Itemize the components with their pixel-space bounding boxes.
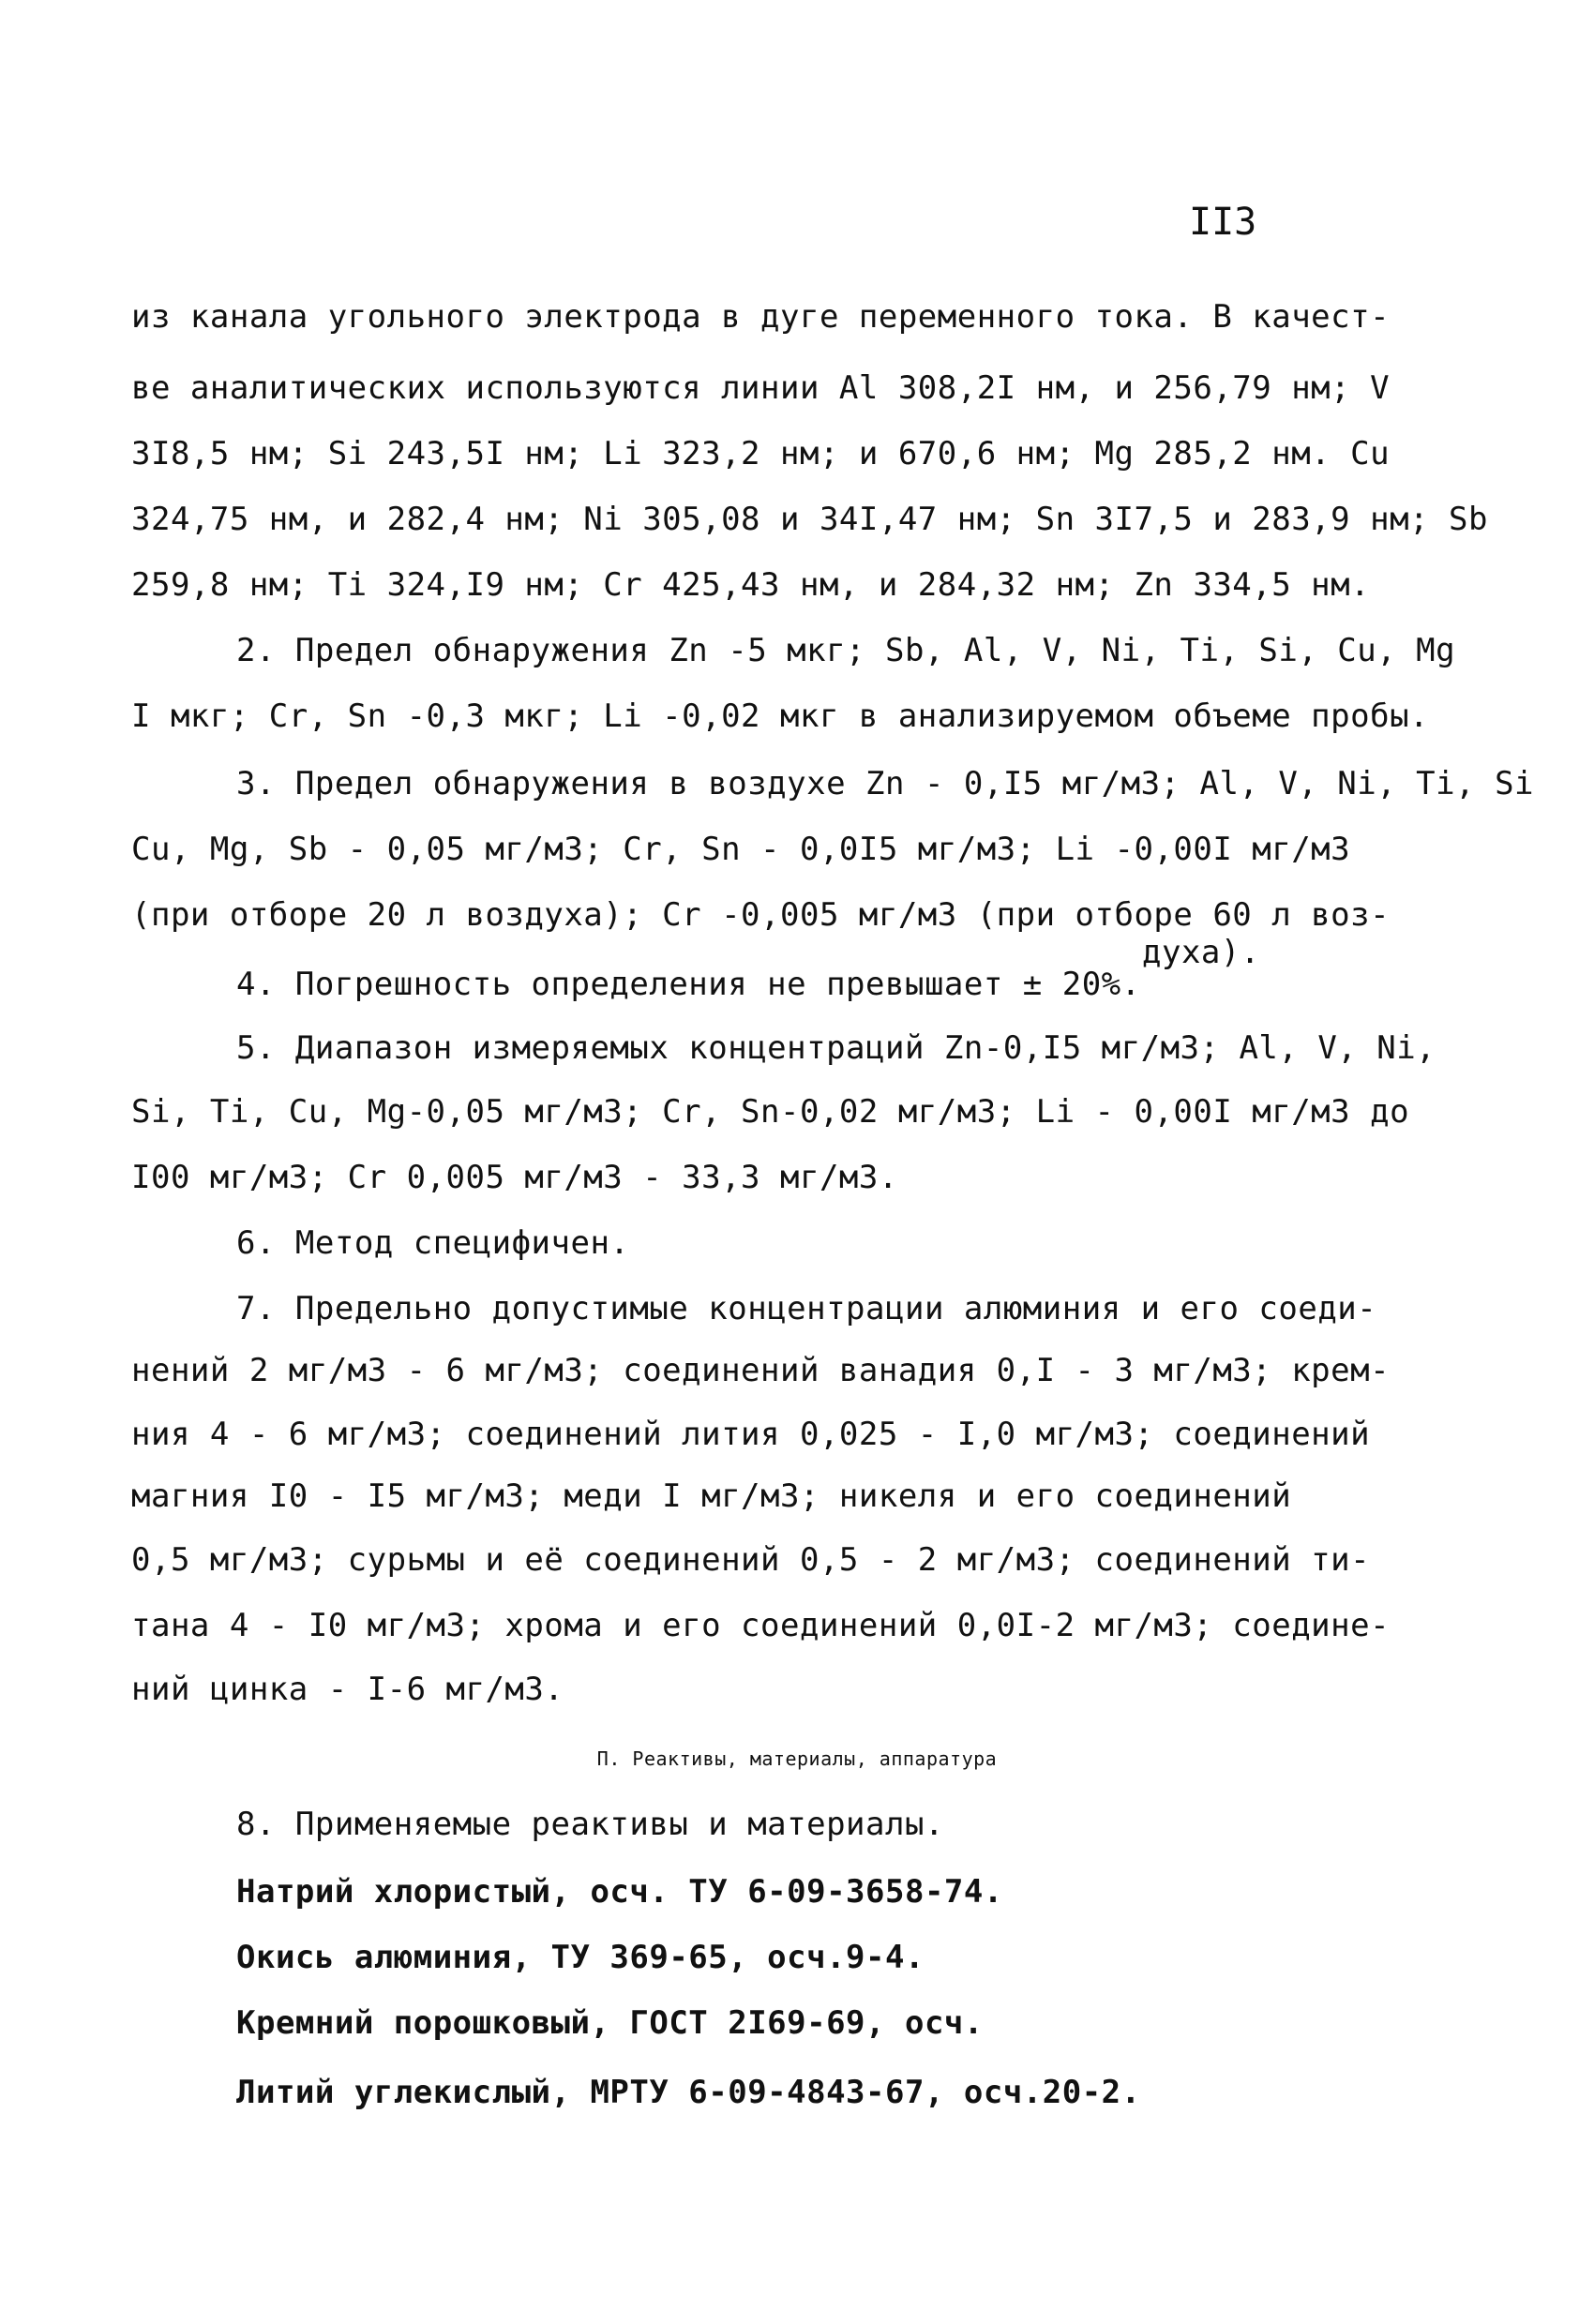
text-line: нений 2 мг/м3 - 6 мг/м3; соединений ванадия 0,I - 3 мг/м3; крем-	[131, 1352, 1391, 1389]
text-line: 2. Предел обнаружения Zn -5 мкг; Sb, Al, V, Ni, Ti, Si, Cu, Mg	[236, 632, 1456, 669]
text-line: 8. Применяемые реактивы и материалы.	[236, 1806, 944, 1843]
text-line: 3I8,5 нм; Si 243,5I нм; Li 323,2 нм; и 670,6 нм; Mg 285,2 нм. Cu	[131, 435, 1391, 472]
text-line: 5. Диапазон измеряемых концентраций Zn-0,I5 мг/м3; Al, V, Ni,	[236, 1029, 1436, 1067]
text-line: Si, Ti, Cu, Mg-0,05 мг/м3; Cr, Sn-0,02 мг/м3; Li - 0,00I мг/м3 до	[131, 1093, 1410, 1131]
section-heading: П. Реактивы, материалы, аппаратура	[596, 1747, 998, 1770]
text-line: I мкг; Cr, Sn -0,3 мкг; Li -0,02 мкг в анализируемом объеме пробы.	[131, 697, 1430, 735]
text-line: из канала угольного электрода в дуге переменного тока. В качест-	[131, 298, 1391, 336]
text-line: 3. Предел обнаружения в воздухе Zn - 0,I5 мг/м3; Al, V, Ni, Ti, Si	[236, 765, 1535, 802]
reagent-item: Окись алюминия, ТУ 369-65, осч.9-4.	[236, 1939, 925, 1976]
text-line: духа).	[1142, 934, 1260, 971]
text-line: ния 4 - 6 мг/м3; соединений лития 0,025 - I,0 мг/м3; соединений	[131, 1416, 1371, 1453]
text-line: 6. Метод специфичен.	[236, 1224, 630, 1262]
text-line: 0,5 мг/м3; сурьмы и её соединений 0,5 - 2 мг/м3; соединений ти-	[131, 1541, 1371, 1579]
reagent-item: Натрий хлористый, осч. ТУ 6-09-3658-74.	[236, 1873, 1003, 1911]
text-line: 324,75 нм, и 282,4 нм; Ni 305,08 и 34I,47 нм; Sn 3I7,5 и 283,9 нм; Sb	[131, 501, 1488, 538]
text-line: I00 мг/м3; Cr 0,005 мг/м3 - 33,3 мг/м3.	[131, 1159, 898, 1196]
text-line: ний цинка - I-6 мг/м3.	[131, 1671, 564, 1708]
text-line: ве аналитических используются линии Al 308,2I нм, и 256,79 нм; V	[131, 369, 1391, 407]
reagent-item: Кремний порошковый, ГОСТ 2I69-69, осч.	[236, 2004, 984, 2042]
page-number: II3	[1189, 201, 1257, 244]
text-line: Cu, Mg, Sb - 0,05 мг/м3; Cr, Sn - 0,0I5 мг/м3; Li -0,00I мг/м3	[131, 831, 1351, 868]
text-line: 4. Погрешность определения не превышает ± 20%.	[236, 966, 1141, 1003]
text-line: (при отборе 20 л воздуха); Cr -0,005 мг/м3 (при отборе 60 л воз-	[131, 896, 1391, 934]
reagent-item: Литий углекислый, МРТУ 6-09-4843-67, осч.20-2.	[236, 2074, 1141, 2111]
text-line: 7. Предельно допустимые концентрации алюминия и его соеди-	[236, 1290, 1377, 1327]
text-line: тана 4 - I0 мг/м3; хрома и его соединений 0,0I-2 мг/м3; соедине-	[131, 1607, 1391, 1644]
text-line: магния I0 - I5 мг/м3; меди I мг/м3; никеля и его соединений	[131, 1477, 1292, 1515]
text-line: 259,8 нм; Ti 324,I9 нм; Cr 425,43 нм, и 284,32 нм; Zn 334,5 нм.	[131, 566, 1371, 604]
